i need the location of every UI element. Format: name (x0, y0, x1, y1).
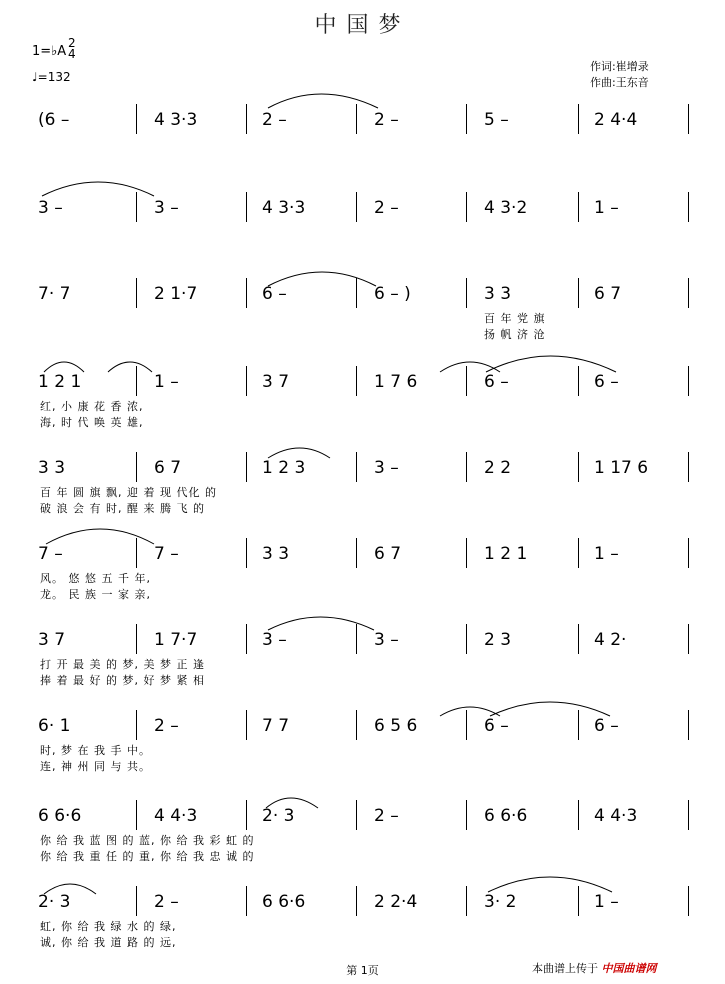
barline (466, 710, 467, 740)
lyric-verse-1: 风。 悠 悠 五 千 年, (40, 572, 151, 585)
barline (688, 104, 689, 134)
measure-notes: 5 – (484, 110, 509, 130)
watermark-brand: 中国曲谱网 (601, 962, 657, 975)
barline (466, 624, 467, 654)
barline (466, 192, 467, 222)
measure-notes: 3 3 (38, 458, 66, 478)
staff-row (0, 714, 725, 804)
barline (688, 886, 689, 916)
lyric-verse-2: 海, 时 代 唤 英 雄, (40, 416, 144, 429)
measure-notes: 3 3 (484, 284, 512, 304)
measure-notes: 4 3·2 (484, 198, 528, 218)
lyric-verse-2: 连, 神 州 同 与 共。 (40, 760, 151, 773)
staff-row (0, 628, 725, 718)
measure-notes: 1 – (594, 544, 619, 564)
staff-row (0, 804, 725, 894)
lyric-verse-2: 捧 着 最 好 的 梦, 好 梦 紧 相 (40, 674, 205, 687)
barline (246, 886, 247, 916)
measure-notes: 7 – (154, 544, 179, 564)
measure-notes: 2 – (154, 716, 179, 736)
barline (466, 452, 467, 482)
measure-notes: 2· 3 (38, 892, 71, 912)
barline (246, 538, 247, 568)
measure-notes: 6 – (594, 372, 619, 392)
measure-notes: 6 7 (594, 284, 622, 304)
barline (246, 278, 247, 308)
lyric-verse-2: 破 浪 会 有 时, 醒 来 腾 飞 的 (40, 502, 205, 515)
measure-notes: 3 – (262, 630, 287, 650)
barline (136, 278, 137, 308)
time-signature (68, 38, 76, 60)
measure-notes: (6 – (38, 110, 70, 130)
measure-notes: 1 – (594, 892, 619, 912)
time-sig-top: 2 (68, 36, 76, 50)
barline (578, 886, 579, 916)
measure-notes: 2 – (154, 892, 179, 912)
time-sig-bottom: 4 (68, 47, 76, 61)
measure-notes: 2 2 (484, 458, 512, 478)
barline (578, 452, 579, 482)
barline (356, 710, 357, 740)
measure-notes: 3 7 (38, 630, 66, 650)
measure-notes: 6 7 (374, 544, 402, 564)
measure-notes: 4 4·3 (154, 806, 198, 826)
measure-notes: 7· 7 (38, 284, 71, 304)
barline (136, 710, 137, 740)
staff-row (0, 456, 725, 546)
barline (136, 452, 137, 482)
barline (466, 538, 467, 568)
barline (246, 710, 247, 740)
lyric-verse-2: 诚, 你 给 我 道 路 的 远, (40, 936, 177, 949)
barline (246, 624, 247, 654)
barline (356, 452, 357, 482)
page-number: 第 1页 (346, 964, 379, 977)
measure-notes: 6· 1 (38, 716, 71, 736)
measure-notes: 1 – (594, 198, 619, 218)
barline (136, 192, 137, 222)
barline (688, 710, 689, 740)
measure-notes: 3 – (374, 630, 399, 650)
barline (356, 366, 357, 396)
barline (688, 366, 689, 396)
watermark-text: 本曲谱上传于 (532, 962, 598, 975)
barline (356, 886, 357, 916)
measure-notes: 4 2· (594, 630, 627, 650)
measure-notes: 3 – (154, 198, 179, 218)
lyricist-credit: 作词:崔增录 (590, 60, 649, 73)
measure-notes: 6 – (262, 284, 287, 304)
barline (356, 278, 357, 308)
lyric-verse-2: 龙。 民 族 一 家 亲, (40, 588, 151, 601)
barline (688, 624, 689, 654)
measure-notes: 1 2 1 (484, 544, 528, 564)
barline (356, 192, 357, 222)
barline (688, 278, 689, 308)
barline (466, 366, 467, 396)
measure-notes: 1 2 3 (262, 458, 306, 478)
barline (246, 104, 247, 134)
measure-notes: 2· 3 (262, 806, 295, 826)
barline (356, 104, 357, 134)
barline (246, 366, 247, 396)
barline (466, 800, 467, 830)
staff-row (0, 108, 725, 198)
barline (688, 192, 689, 222)
measure-notes: 2 – (374, 110, 399, 130)
staff-row (0, 282, 725, 372)
barline (578, 538, 579, 568)
measure-notes: 4 3·3 (154, 110, 198, 130)
key-label: 1=♭A (32, 44, 67, 59)
measure-notes: 6 – (484, 372, 509, 392)
barline (356, 624, 357, 654)
staff-row (0, 370, 725, 460)
lyric-verse-2: 你 给 我 重 任 的 重, 你 给 我 忠 诚 的 (40, 850, 255, 863)
measure-notes: 2 – (374, 198, 399, 218)
measure-notes: 3· 2 (484, 892, 517, 912)
lyric-verse-2: 扬 帆 济 沧 (484, 328, 546, 341)
barline (578, 192, 579, 222)
barline (246, 192, 247, 222)
measure-notes: 2 3 (484, 630, 512, 650)
measure-notes: 6 6·6 (484, 806, 528, 826)
staff-row (0, 542, 725, 632)
barline (136, 624, 137, 654)
barline (136, 538, 137, 568)
measure-notes: 6 – (594, 716, 619, 736)
barline (578, 800, 579, 830)
barline (136, 800, 137, 830)
barline (578, 710, 579, 740)
barline (578, 624, 579, 654)
barline (136, 104, 137, 134)
lyric-verse-1: 百 年 圆 旗 飘, 迎 着 现 代化 的 (40, 486, 217, 499)
measure-notes: 6 – (484, 716, 509, 736)
watermark (532, 960, 657, 976)
lyric-verse-1: 虹, 你 给 我 绿 水 的 绿, (40, 920, 177, 933)
measure-notes: 7 7 (262, 716, 290, 736)
measure-notes: 3 – (38, 198, 63, 218)
barline (356, 538, 357, 568)
measure-notes: 2 – (374, 806, 399, 826)
measure-notes: 1 7 6 (374, 372, 418, 392)
measure-notes: 1 17 6 (594, 458, 649, 478)
measure-notes: 2 4·4 (594, 110, 638, 130)
measure-notes: 6 7 (154, 458, 182, 478)
barline (246, 800, 247, 830)
barline (688, 452, 689, 482)
lyric-verse-1: 时, 梦 在 我 手 中。 (40, 744, 151, 757)
measure-notes: 3 – (374, 458, 399, 478)
measure-notes: 1 2 1 (38, 372, 82, 392)
lyric-verse-1: 打 开 最 美 的 梦, 美 梦 正 逢 (40, 658, 205, 671)
key-signature (32, 36, 76, 61)
measure-notes: 2 1·7 (154, 284, 198, 304)
barline (688, 538, 689, 568)
measure-notes: 6 6·6 (38, 806, 82, 826)
measure-notes: 4 3·3 (262, 198, 306, 218)
lyric-verse-1: 你 给 我 蓝 图 的 蓝, 你 给 我 彩 虹 的 (40, 834, 255, 847)
barline (466, 278, 467, 308)
measure-notes: 6 6·6 (262, 892, 306, 912)
barline (466, 886, 467, 916)
measure-notes: 2 2·4 (374, 892, 418, 912)
barline (578, 104, 579, 134)
barline (578, 366, 579, 396)
barline (136, 886, 137, 916)
measure-notes: 3 3 (262, 544, 290, 564)
lyric-verse-1: 百 年 党 旗 (484, 312, 546, 325)
measure-notes: 7 – (38, 544, 63, 564)
measure-notes: 4 4·3 (594, 806, 638, 826)
measure-notes: 6 – ) (374, 284, 411, 304)
barline (466, 104, 467, 134)
composer-credit: 作曲:王东音 (590, 76, 649, 89)
measure-notes: 1 7·7 (154, 630, 198, 650)
barline (246, 452, 247, 482)
song-title: 中国梦 (314, 13, 411, 38)
lyric-verse-1: 红, 小 康 花 香 浓, (40, 400, 144, 413)
barline (136, 366, 137, 396)
measure-notes: 1 – (154, 372, 179, 392)
measure-notes: 6 5 6 (374, 716, 418, 736)
staff-row (0, 196, 725, 286)
tempo-mark: ♩=132 (32, 70, 71, 84)
barline (578, 278, 579, 308)
measure-notes: 2 – (262, 110, 287, 130)
slur-1 (268, 94, 378, 108)
barline (688, 800, 689, 830)
barline (356, 800, 357, 830)
measure-notes: 3 7 (262, 372, 290, 392)
